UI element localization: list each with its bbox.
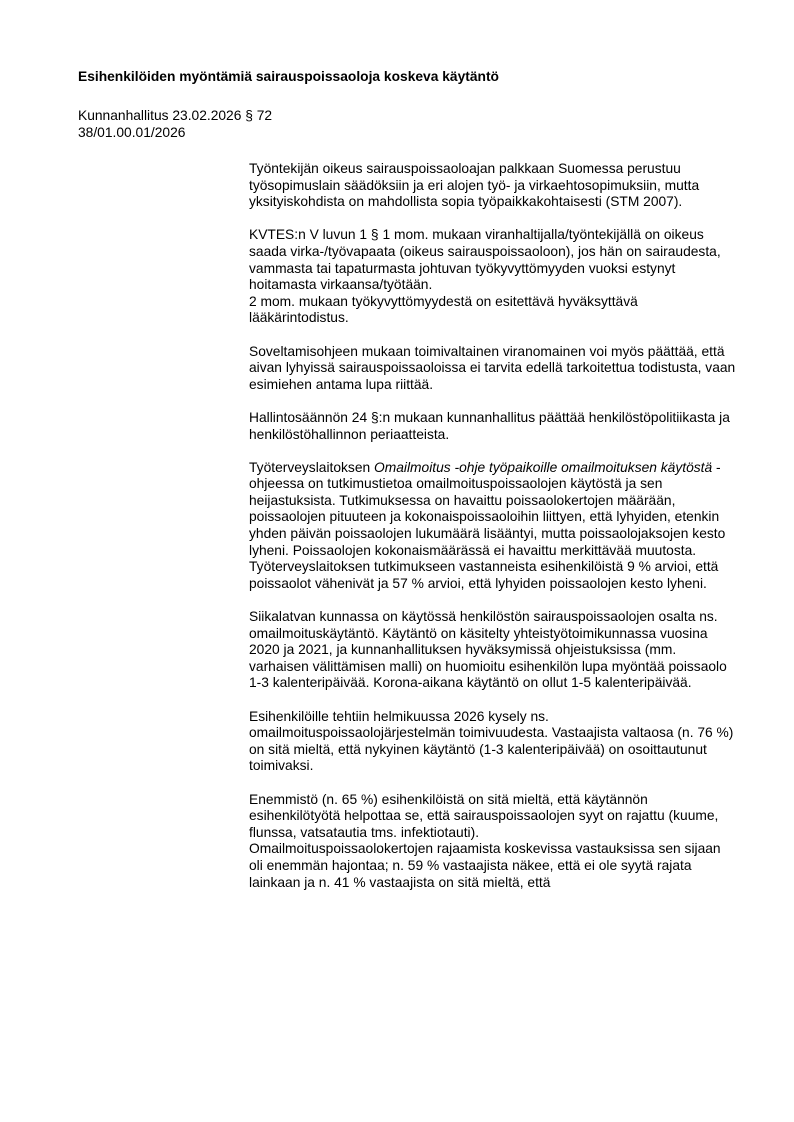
document-body <box>249 161 737 891</box>
paragraph-administrative-rule: Hallintosäännön 24 §:n mukaan kunnanhallitus päättää henkilöstöpolitiikasta ja henkilöstöhallinnon periaatteista. <box>249 409 730 442</box>
guide-title: Omailmoitus -ohje työpaikoille omailmoituksen käytöstä <box>374 459 713 475</box>
paragraph-survey: Esihenkilöille tehtiin helmikuussa 2026 kysely ns. omailmoituspoissaolojärjestelmän toimivuudesta. Vastaajista valtaosa (n. 76 %) on sitä mieltä, että nykyinen käytäntö (1-3 kalenteripäivää) on osoittautunut toimivaksi. <box>249 708 734 774</box>
paragraph-application-guidance: Soveltamisohjeen mukaan toimivaltainen viranomainen voi myös päättää, että aivan lyhyissä sairauspoissaoloissa ei tarvita edellä tarkoitettua todistusta, vaan esimiehen antama lupa riittää. <box>249 343 736 392</box>
paragraph-occupational-health <box>249 460 737 593</box>
occupational-health-text: -ohjeessa on tutkimustietoa omailmoituspoissaolojen käytöstä ja sen heijastuksista. Tutkimuksessa on havaittu poissaolokertojen määrään, poissaolojen pituuteen ja kokonaispoissaoloihin liittyen, että lyhyiden, etenkin yhden päivän poissaolojen lukumäärä lisääntyi, mutta poissaolojaksojen kesto lyheni. Poissaolojen kokonaismäärässä ei havaittu merkittävää muutosta. Työterveyslaitoksen tutkimukseen vastanneista esihenkilöistä 9 % arvioi, että poissaolot vähenivät ja 57 % arvioi, että lyhyiden poissaolojen kesto lyheni. <box>249 459 726 591</box>
survey-limitation-view: Omailmoituspoissaolokertojen rajaamista koskevissa vastauksissa sen sijaan oli enemmän hajontaa; n. 59 % vastaajista näkee, että ei ole syytä rajata lainkaan ja n. 41 % vastaajista on sitä mieltä, että <box>249 841 721 890</box>
paragraph-kvtes <box>249 227 737 327</box>
paragraph-kvtes-mom2: 2 mom. mukaan työkyvyttömyydestä on esitettävä hyväksyttävä lääkärintodistus. <box>249 293 638 326</box>
record-number: 38/01.00.01/2026 <box>78 125 186 140</box>
occupational-health-lead: Työterveyslaitoksen <box>249 459 374 475</box>
paragraph-salary-rights: Työntekijän oikeus sairauspoissaoloajan palkkaan Suomessa perustuu työsopimuslain säädöksiin ja eri alojen työ- ja virkaehtosopimuksiin, mutta yksityiskohdista on mahdollista sopia työpaikkakohtaisesti (STM 2007). <box>249 161 700 210</box>
paragraph-survey-results <box>249 792 737 892</box>
document-title: Esihenkilöiden myöntämiä sairauspoissaoloja koskeva käytäntö <box>78 69 499 84</box>
meeting-info <box>78 107 272 141</box>
paragraph-kvtes-mom1: KVTES:n V luvun 1 § 1 mom. mukaan viranhaltijalla/työntekijällä on oikeus saada virka-/työvapaata (oikeus sairauspoissaoloon), jos hän on sairaudesta, vammasta tai tapaturmasta johtuvan työkyvyttömyyden vuoksi estynyt hoitamasta virkaansa/työtään. <box>249 227 721 293</box>
meeting-line: Kunnanhallitus 23.02.2026 § 72 <box>78 108 273 123</box>
survey-majority-view: Enemmistö (n. 65 %) esihenkilöistä on sitä mieltä, että käytännön esihenkilötyötä helpottaa se, että sairauspoissaolojen syyt on rajattu (kuume, flunssa, vatsatautia tms. infektiotauti). <box>249 791 719 840</box>
paragraph-municipal-practice: Siikalatvan kunnassa on käytössä henkilöstön sairauspoissaolojen osalta ns. omailmoituskäytäntö. Käytäntö on käsitelty yhteistyötoimikunnassa vuosina 2020 ja 2021, ja kunnanhallituksen hyväksymissä ohjeistuksissa (mm. varhaisen välittämisen malli) on huomioitu esihenkilön lupa myöntää poissaolo 1-3 kalenteripäivää. Korona-aikana käytäntö on ollut 1-5 kalenteripäivää. <box>249 609 727 691</box>
